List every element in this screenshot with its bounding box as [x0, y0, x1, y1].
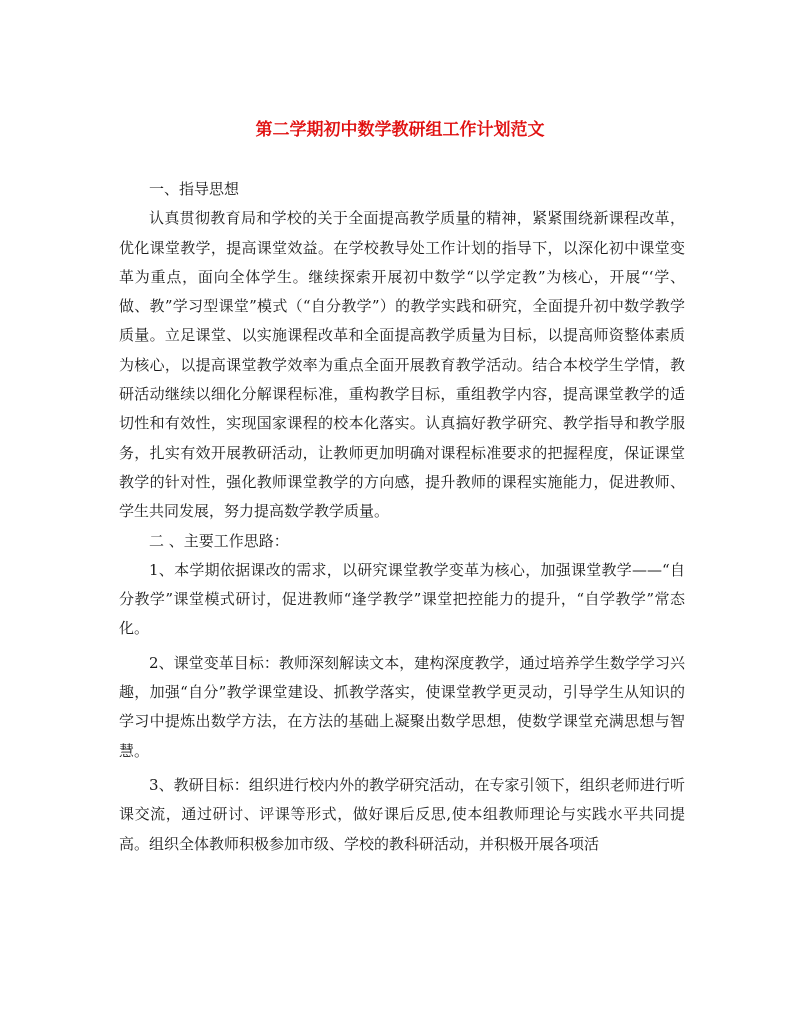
document-title: 第二学期初中数学教研组工作计划范文 — [255, 120, 545, 140]
paragraph-item-2: 2、课堂变革目标：教师深刻解读文本，建构深度教学，通过培养学生数学学习兴趣，加强“自分”教学课堂建设、抓教学落实，使课堂教学更灵动，引导学生从知识的学习中提炼出数学方法，在方法的基础上凝聚出数学思想，使数学课堂充满思想与智慧。 — [119, 653, 685, 760]
paragraph-item-3: 3、教研目标：组织进行校内外的教学研究活动，在专家引领下，组织老师进行听课交流，通过研讨、评课等形式，做好课后反思,使本组教师理论与实践水平共同提高。组织全体教师积极参加市级、学校的教科研活动，并积极开展各项活 — [119, 775, 685, 853]
document-body — [119, 175, 685, 859]
paragraph-guiding-ideology: 认真贯彻教育局和学校的关于全面提高教学质量的精神，紧紧围绕新课程改革，优化课堂教学，提高课堂效益。在学校教导处工作计划的指导下，以深化初中课堂变革为重点，面向全体学生。继续探索开展初中数学“以学定教”为核心，开展“‘学、做、教”学习型课堂”模式（“自分教学”）的教学实践和研究，全面提升初中数学教学质量。立足课堂、以实施课程改革和全面提高教学质量为目标，以提高师资整体素质为核心，以提高课堂教学效率为重点全面开展教育教学活动。结合本校学生学情，教研活动继续以细化分解课程标准，重构教学目标，重组教学内容，提高课堂教学的适切性和有效性，实现国家课程的校本化落实。认真搞好教学研究、教学指导和教学服务，扎实有效开展教研活动，让教师更加明确对课程标准要求的把握程度，保证课堂教学的针对性，强化教师课堂教学的方向感，提升教师的课程实施能力，促进教师、学生共同发展，努力提高数学教学质量。 — [119, 209, 685, 521]
section-heading-guiding-ideology: 一、指导思想 — [149, 180, 240, 198]
paragraph-item-1: 1、本学期依据课改的需求，以研究课堂教学变革为核心，加强课堂教学——“自分教学”课堂模式研讨，促进教师“逢学教学”课堂把控能力的提升，“自学教学”常态化。 — [119, 560, 685, 638]
section-heading-main-work: 二 、主要工作思路： — [149, 531, 289, 550]
